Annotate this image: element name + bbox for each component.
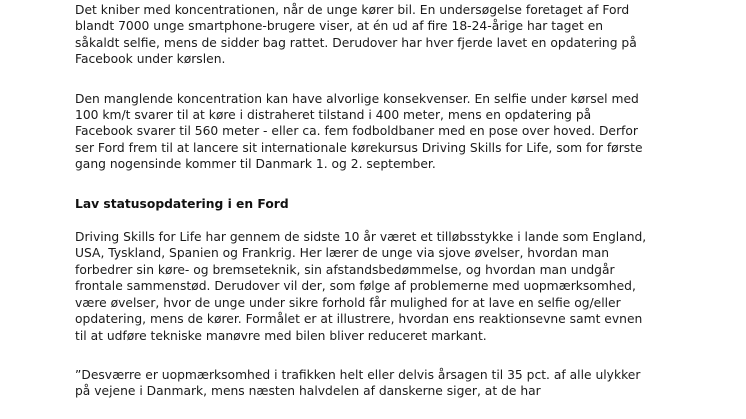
paragraph-consequences: Den manglende koncentration kan have alvorlige konsekvenser. En selfie under kørsel med 100 km/t svarer til at køre i distraheret tilstand i 400 meter, mens en opdatering på Facebook svarer til 560 meter - eller ca. fem fodboldbaner med en pose over hoved. Derfor ser Ford frem til at lancere sit internationale kørekursus Driving Skills for Life, som for første gang nogensinde kommer til Danmark 1. og 2. september. <box>75 91 643 172</box>
paragraph-quote-truncated: ”Desværre er uopmærksomhed i trafikken helt eller delvis årsagen til 35 pct. af alle ulykker på vejene i Danmark, mens næsten halvdelen af danskerne siger, at de har <box>75 367 641 399</box>
section-heading: Lav statusopdatering i en Ford <box>75 196 289 211</box>
text-column <box>75 2 647 419</box>
paragraph-course-description: Driving Skills for Life har gennem de sidste 10 år været et tilløbsstykke i lande som England, USA, Tyskland, Spanien og Frankrig. Her lærer de unge via sjove øvelser, hvordan man forbedrer sin køre- og bremseteknik, sin afstandsbedømmelse, og hvordan man undgår frontale sammenstød. Derudover vil der, som følge af problemerne med uopmærksomhed, være øvelser, hvor de unge under sikre forhold får mulighed for at lave en selfie og/eller opdatering, mens de kører. Formålet er at illustrere, hvordan ens reaktionsevne samt evnen til at udføre tekniske manøvre med bilen bliver reduceret markant. <box>75 230 647 343</box>
paragraph-intro: Det kniber med koncentrationen, når de unge kører bil. En undersøgelse foretaget af Ford blandt 7000 unge smartphone-brugere viser, at én ud af fire 18-24-årige har taget en såkaldt selfie, mens de sidder bag rattet. Derudover har hver fjerde lavet en opdatering på Facebook under kørslen. <box>75 3 637 67</box>
